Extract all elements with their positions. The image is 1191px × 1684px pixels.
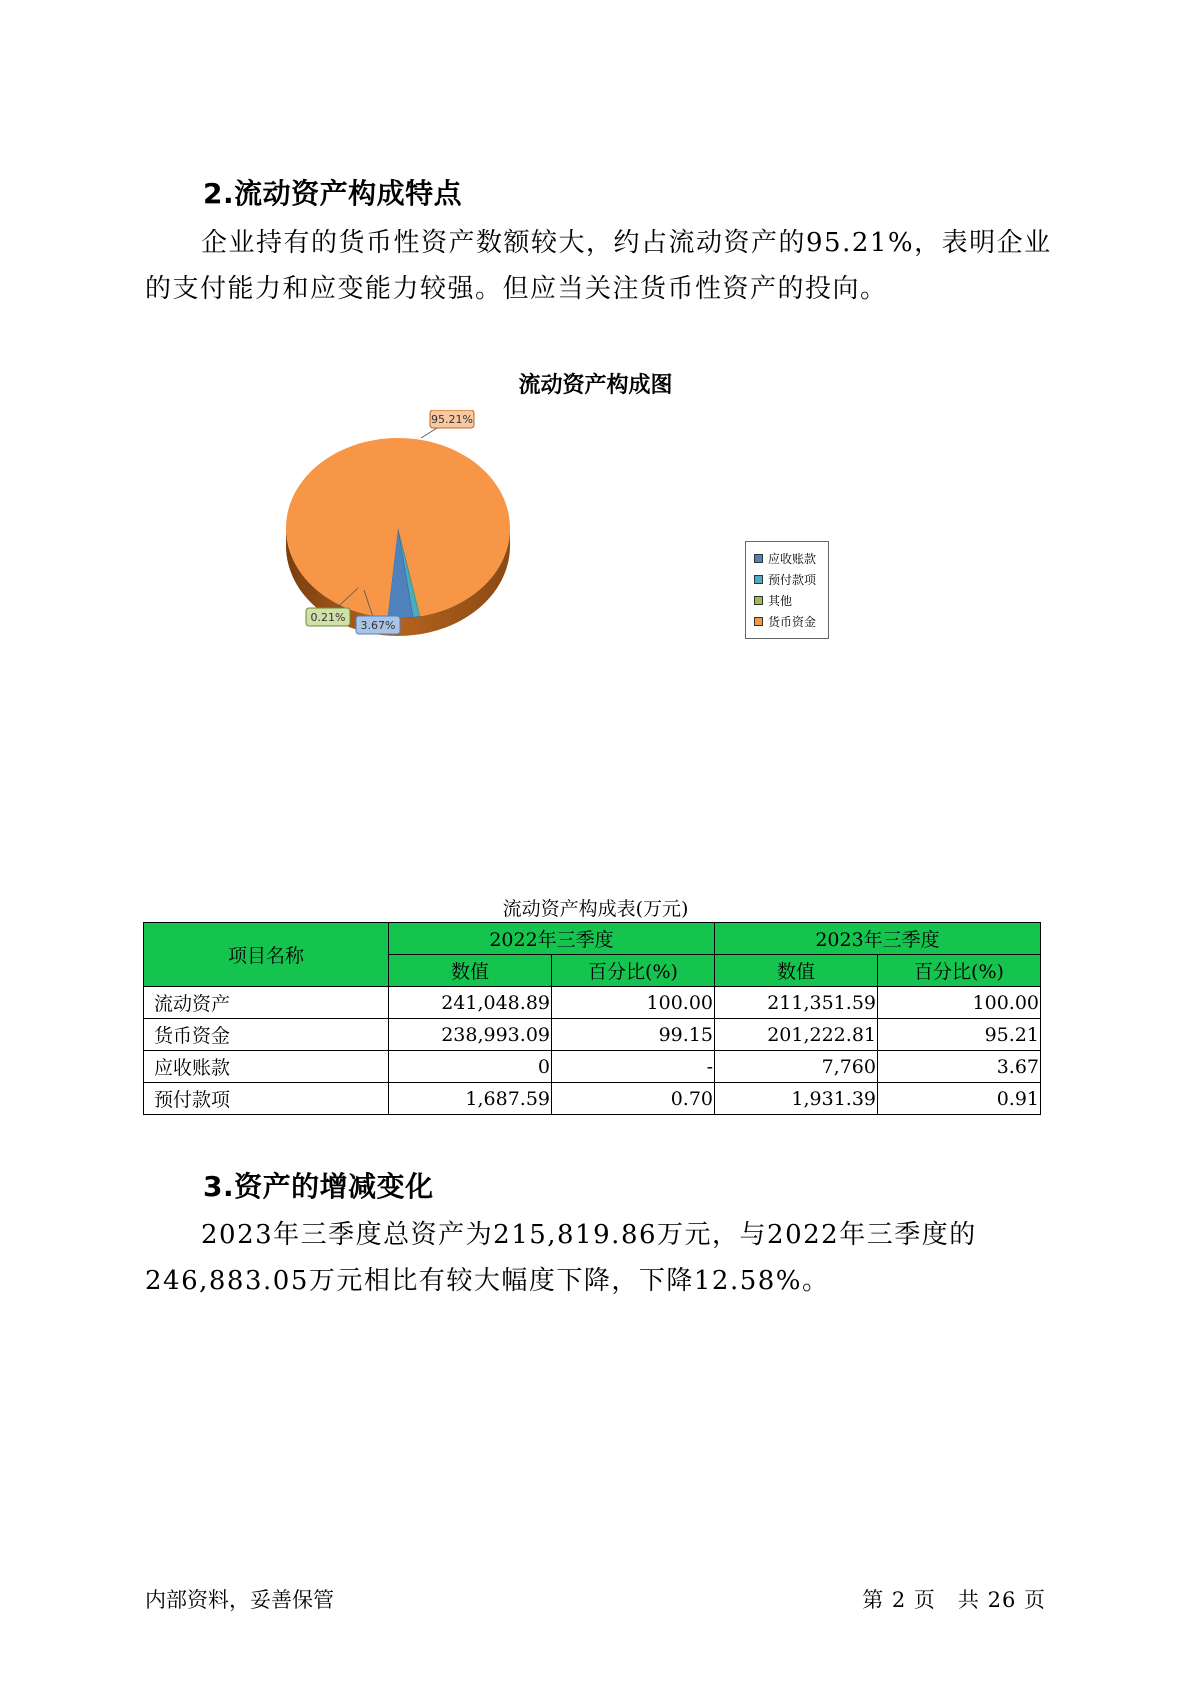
section-heading-current-assets-composition: 2.流动资产构成特点 (203, 177, 463, 210)
cell-percent: 95.21 (878, 1019, 1041, 1051)
footer-page-number: 第 2 页 共 26 页 (862, 1588, 1046, 1612)
section-paragraph-asset-change (145, 1212, 1075, 1304)
cell-value: 238,993.09 (389, 1019, 552, 1051)
cell-percent: 0.91 (878, 1083, 1041, 1115)
legend-label: 应收账款 (768, 552, 817, 566)
section-paragraph-current-assets (145, 220, 1075, 312)
cell-percent: 100.00 (552, 987, 715, 1019)
chart-title: 流动资产构成图 (518, 373, 673, 398)
cell-percent: 99.15 (552, 1019, 715, 1051)
legend-swatch (754, 596, 763, 605)
legend-item (754, 590, 828, 611)
legend-label: 预付款项 (768, 573, 817, 587)
table-row (144, 1083, 1041, 1115)
legend-swatch (754, 617, 763, 626)
cell-percent: 0.70 (552, 1083, 715, 1115)
pie-data-label: 3.67% (360, 619, 396, 632)
table-caption: 流动资产构成表(万元) (502, 898, 689, 920)
legend-label: 其他 (768, 594, 793, 608)
cell-value: 0 (389, 1051, 552, 1083)
row-name: 应收账款 (144, 1051, 389, 1083)
cell-value: 1,687.59 (389, 1083, 552, 1115)
chart-legend (745, 541, 829, 639)
cell-value: 201,222.81 (715, 1019, 878, 1051)
cell-value: 211,351.59 (715, 987, 878, 1019)
cell-value: 1,931.39 (715, 1083, 878, 1115)
cell-value: 7,760 (715, 1051, 878, 1083)
table-row (144, 1051, 1041, 1083)
header-item-name: 项目名称 (144, 923, 389, 987)
paragraph-text: 企业持有的货币性资产数额较大，约占流动资产的95.21%，表明企业的支付能力和应变能力较强。但应当关注货币性资产的投向。 (145, 228, 1052, 304)
paragraph-text: 2023年三季度总资产为215,819.86万元，与2022年三季度的246,883.05万元相比有较大幅度下降，下降12.58%。 (145, 1220, 977, 1296)
legend-item (754, 569, 828, 590)
cell-percent: 100.00 (878, 987, 1041, 1019)
row-name: 预付款项 (144, 1083, 389, 1115)
current-assets-table (143, 922, 1041, 1115)
header-2023-value: 数值 (715, 955, 878, 987)
cell-percent: - (552, 1051, 715, 1083)
table-row (144, 1019, 1041, 1051)
header-2022-value: 数值 (389, 955, 552, 987)
header-2022-percent: 百分比(%) (552, 955, 715, 987)
row-name: 流动资产 (144, 987, 389, 1019)
legend-swatch (754, 554, 763, 563)
legend-item (754, 548, 828, 569)
row-name: 货币资金 (144, 1019, 389, 1051)
legend-item (754, 611, 828, 632)
cell-percent: 3.67 (878, 1051, 1041, 1083)
legend-label: 货币资金 (768, 615, 817, 629)
pie-data-label: 95.21% (431, 413, 473, 426)
section-heading-asset-change: 3.资产的增减变化 (203, 1170, 434, 1203)
header-2023-percent: 百分比(%) (878, 955, 1041, 987)
pie-data-label: 0.21% (310, 611, 346, 624)
header-2023: 2023年三季度 (715, 923, 1041, 955)
pie-chart (280, 410, 540, 640)
header-2022: 2022年三季度 (389, 923, 715, 955)
table-row (144, 987, 1041, 1019)
legend-swatch (754, 575, 763, 584)
footer-confidential: 内部资料，妥善保管 (145, 1588, 334, 1612)
cell-value: 241,048.89 (389, 987, 552, 1019)
